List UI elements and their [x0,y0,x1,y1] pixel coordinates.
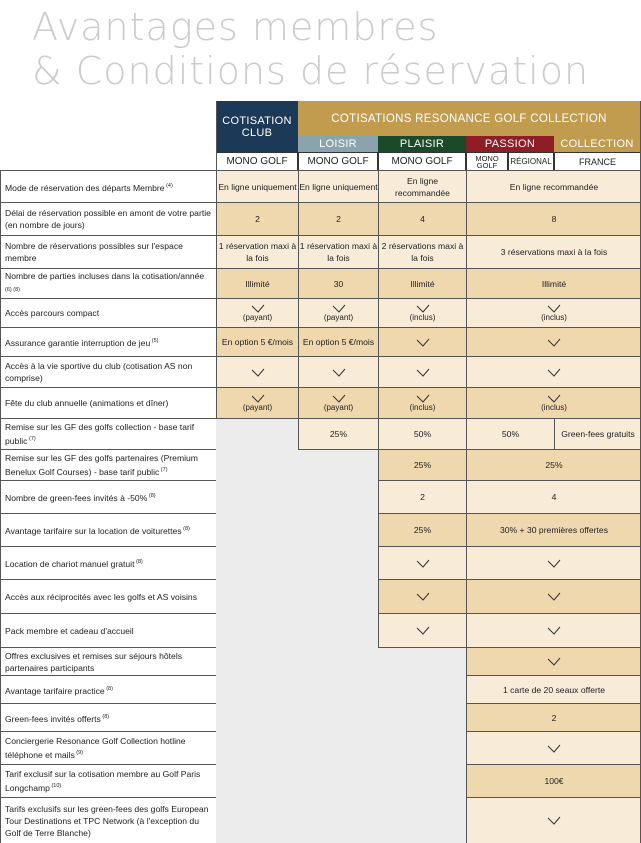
cell-pc [466,613,641,647]
cell-pc [466,480,641,513]
footnote-marker: (4) [164,182,173,189]
row-label [0,613,216,647]
subheader-club-mono-golf: MONO GOLF [216,152,298,170]
row-label-text: Offres exclusives et remises sur séjours hôtels partenaires participants [5,650,183,673]
cell-value: 2 [336,214,341,224]
cell-value: 100€ [544,776,564,786]
row-label [0,418,216,449]
footnote-marker: (8) [147,493,156,500]
row-label [0,327,216,356]
cell-value: En ligne uniquement [299,181,378,192]
row-label-text: Accès parcours compact [5,308,100,318]
checkmark-icon [547,816,561,825]
subheader-loisir-mono-golf: MONO GOLF [298,152,378,170]
checkmark-icon [547,338,561,347]
cell-value: En ligne uniquement [218,181,297,192]
row-label [0,268,216,298]
page-title-line1: Avantages membres [32,5,439,49]
cell-pc [466,546,641,579]
cell-value: 2 [420,492,425,502]
header-cotisation-club: COTISATION CLUB [216,101,298,152]
checkmark-icon [332,394,346,403]
cell-value: 1 carte de 20 seaux offerte [502,684,606,695]
subheader-collection-france: FRANCE [554,152,641,170]
cell-note: (inclus) [541,312,567,322]
row-label [0,764,216,797]
cell-plaisir [378,418,466,449]
row-label-text: Green-fees invités offerts $^{(8)}$ [5,713,110,724]
cell-value: 8 [551,214,557,224]
cell-loisir [298,298,378,327]
cell-note: (inclus) [409,312,436,322]
cell-plaisir [378,170,466,202]
cell-note: (payant) [323,402,354,412]
header-loisir: LOISIR [298,136,378,152]
checkmark-icon [547,304,561,313]
cell-loisir [298,170,378,202]
row-label-text: Location de chariot manuel gratuit $^{(8)}$ [5,558,143,569]
cell-pc [466,387,641,418]
cell-plaisir [378,202,466,235]
cell-club [216,387,298,418]
cell-loisir [298,268,378,298]
cell-note: (payant) [242,312,273,322]
cell-plaisir [378,449,466,480]
cell-plaisir [378,579,466,613]
cell-value: 25% [329,429,348,439]
table-border [466,647,467,843]
cell-plaisir [378,546,466,579]
cell-pc [466,731,641,764]
cell-pc [466,647,641,675]
header-passion: PASSION [466,136,554,152]
cell-plaisir [378,327,466,356]
cell-club [216,202,298,235]
cell-passion [466,418,554,449]
cell-club [216,235,298,268]
row-label-text: Remise sur les GF des golfs partenaires (Premium Benelux Golf Courses) - base tarif public $^{(7)}$ [5,453,198,477]
row-label [0,675,216,703]
header-plaisir: PLAISIR [378,136,466,152]
subheader-passion-regional: RÉGIONAL [508,152,554,170]
checkmark-icon [547,394,561,403]
row-label-text: Avantage tarifaire sur la location de voiturettes $^{(8)}$ [5,525,190,536]
cell-value: Green-fees gratuits [561,429,635,439]
cell-value: 25% [413,460,432,470]
checkmark-icon [416,304,430,313]
cell-club [216,298,298,327]
checkmark-icon [332,304,346,313]
cell-note: (inclus) [409,402,436,412]
row-label [0,480,216,513]
footnote-marker: (8) [104,685,113,692]
checkmark-icon [416,559,430,568]
checkmark-icon [416,338,430,347]
cell-value: En option 5 €/mois [302,337,375,347]
cell-value: En ligne recommandée [509,181,599,192]
cell-loisir [298,327,378,356]
cell-pc [466,449,641,480]
row-label-text: Mode de réservation des départs Membre $^{(4)}$ [5,182,173,193]
footnote-marker: (8) [100,713,110,720]
cell-value: 50% [501,429,520,439]
cell-pc [466,298,641,327]
cell-value: 25% [545,460,563,470]
footnote-marker: (5) [150,338,159,345]
row-label [0,356,216,387]
cell-plaisir [378,268,466,298]
cell-value: 4 [551,492,557,502]
row-label [0,797,216,843]
row-label [0,202,216,235]
cell-value: En option 5 €/mois [221,337,294,347]
cell-plaisir [378,613,466,647]
cell-club [216,356,298,387]
row-label-text: Nombre de green-fees invités à -50% $^{(8)}$ [5,492,156,503]
cell-value: 3 réservations maxi à la fois [500,247,608,257]
cell-value: Illimité [410,278,435,289]
cell-plaisir [378,480,466,513]
cell-value: 25% [413,525,432,535]
page-title-line2: & Conditions de réservation [32,49,590,93]
checkmark-icon [416,394,430,403]
cell-plaisir [378,356,466,387]
cell-pc [466,513,641,546]
table-border [378,449,379,647]
checkmark-icon [251,304,265,313]
cell-loisir [298,356,378,387]
cell-value: Illimité [541,278,567,289]
empty-area-club [216,418,298,843]
row-label-text: Accès à la vie sportive du club (cotisation AS non comprise) [5,361,193,383]
cell-pc [466,327,641,356]
cell-club [216,268,298,298]
cell-plaisir [378,235,466,268]
cell-loisir [298,202,378,235]
cell-value: 2 réservations maxi à la fois [381,241,464,263]
row-label [0,387,216,418]
checkmark-icon [547,559,561,568]
cell-loisir [298,235,378,268]
footnote-marker: (7) [159,467,168,474]
row-label [0,703,216,731]
row-label-text: Conciergerie Resonance Golf Collection hotline téléphone et mails $^{(9)}$ [5,736,186,760]
row-label [0,449,216,480]
row-label [0,647,216,675]
checkmark-icon [416,592,430,601]
cell-pc [466,170,641,202]
checkmark-icon [547,626,561,635]
cell-pc [466,675,641,703]
row-label-text: Tarifs exclusifs sur les green-fees des golfs European Tour Destinations et TPC Network (à l'exception du Golf de Terre Blanche) [5,803,209,838]
cell-value: En ligne recommandée [395,175,450,198]
row-label-text: Nombre de parties incluses dans la cotisation/année $^{(6) (8)}$ [5,270,205,293]
header-collection: COLLECTION [554,136,640,152]
row-label-text: Remise sur les GF des golfs collection - base tarif public $^{(7)}$ [5,422,195,446]
checkmark-icon [547,657,561,666]
cell-plaisir [378,298,466,327]
cell-value: 4 [420,214,425,224]
cell-pc [466,235,641,268]
cell-pc [466,703,641,731]
cell-value: 2 [551,712,557,723]
cell-pc [466,202,641,235]
checkmark-icon [416,626,430,635]
cell-value: 1 réservation maxi à la fois [299,241,378,263]
footnote-marker: (8) [134,559,143,566]
footnote-marker: (10) [49,783,62,790]
cell-value: Illimité [245,278,270,289]
row-label [0,298,216,327]
cell-collection [554,418,641,449]
cell-club [216,170,298,202]
row-label-text: Délai de réservation possible en amont de votre partie (en nombre de jours) [5,208,211,230]
cell-note: (payant) [323,312,354,322]
row-label-text: Nombre de réservations possibles sur l'espace membre [5,241,183,263]
row-label [0,731,216,764]
subheader-passion-mono-golf: MONO GOLF [466,152,508,170]
cell-plaisir [378,513,466,546]
cell-value: 50% [413,429,432,439]
subheader-plaisir-mono-golf: MONO GOLF [378,152,466,170]
cell-loisir [298,387,378,418]
row-label [0,579,216,613]
footnote-marker: (8) [181,526,190,533]
row-label-text: Accès aux réciprocités avec les golfs et AS voisins [5,591,198,602]
cell-value: 30% + 30 premières offertes [499,525,609,535]
checkmark-icon [547,592,561,601]
cell-pc [466,356,641,387]
empty-area-plaisir [378,647,466,843]
footnote-marker: (6) (8) [5,286,20,293]
row-label [0,546,216,579]
cell-pc [466,797,641,843]
checkmark-icon [416,368,430,377]
empty-area-loisir [298,449,378,843]
checkmark-icon [547,368,561,377]
row-label [0,513,216,546]
row-label [0,170,216,202]
cell-loisir [298,418,378,449]
table-border [298,449,378,450]
row-label-text: Pack membre et cadeau d'accueil [5,625,134,636]
cell-pc [466,579,641,613]
cell-value: 1 réservation maxi à la fois [218,241,297,263]
cell-note: (payant) [242,402,273,412]
table-border [216,101,217,418]
table-border [0,170,1,843]
header-resonance-golf-collection: COTISATIONS RESONANCE GOLF COLLECTION [298,101,640,136]
row-label-text: Assurance garantie interruption de jeu $^{(5)}$ [5,337,159,348]
table-border [216,418,298,419]
cell-note: (inclus) [541,402,567,412]
cell-pc [466,268,641,298]
checkmark-icon [547,744,561,753]
row-label-text: Fête du club annuelle (animations et dîner) [5,398,169,408]
cell-club [216,327,298,356]
checkmark-icon [251,368,265,377]
table-border [298,418,299,449]
row-label-text: Avantage tarifaire practice $^{(8)}$ [5,685,113,696]
checkmark-icon [251,394,265,403]
cell-value: 30 [333,278,344,289]
cell-plaisir [378,387,466,418]
row-label [0,235,216,268]
footnote-marker: (9) [74,750,83,757]
checkmark-icon [332,368,346,377]
row-label-text: Tarif exclusif sur la cotisation membre au Golf Paris Longchamp $^{(10)}$ [5,769,201,793]
cell-value: 2 [255,214,260,224]
footnote-marker: (7) [27,436,36,443]
table-border [378,647,466,648]
cell-pc [466,764,641,797]
